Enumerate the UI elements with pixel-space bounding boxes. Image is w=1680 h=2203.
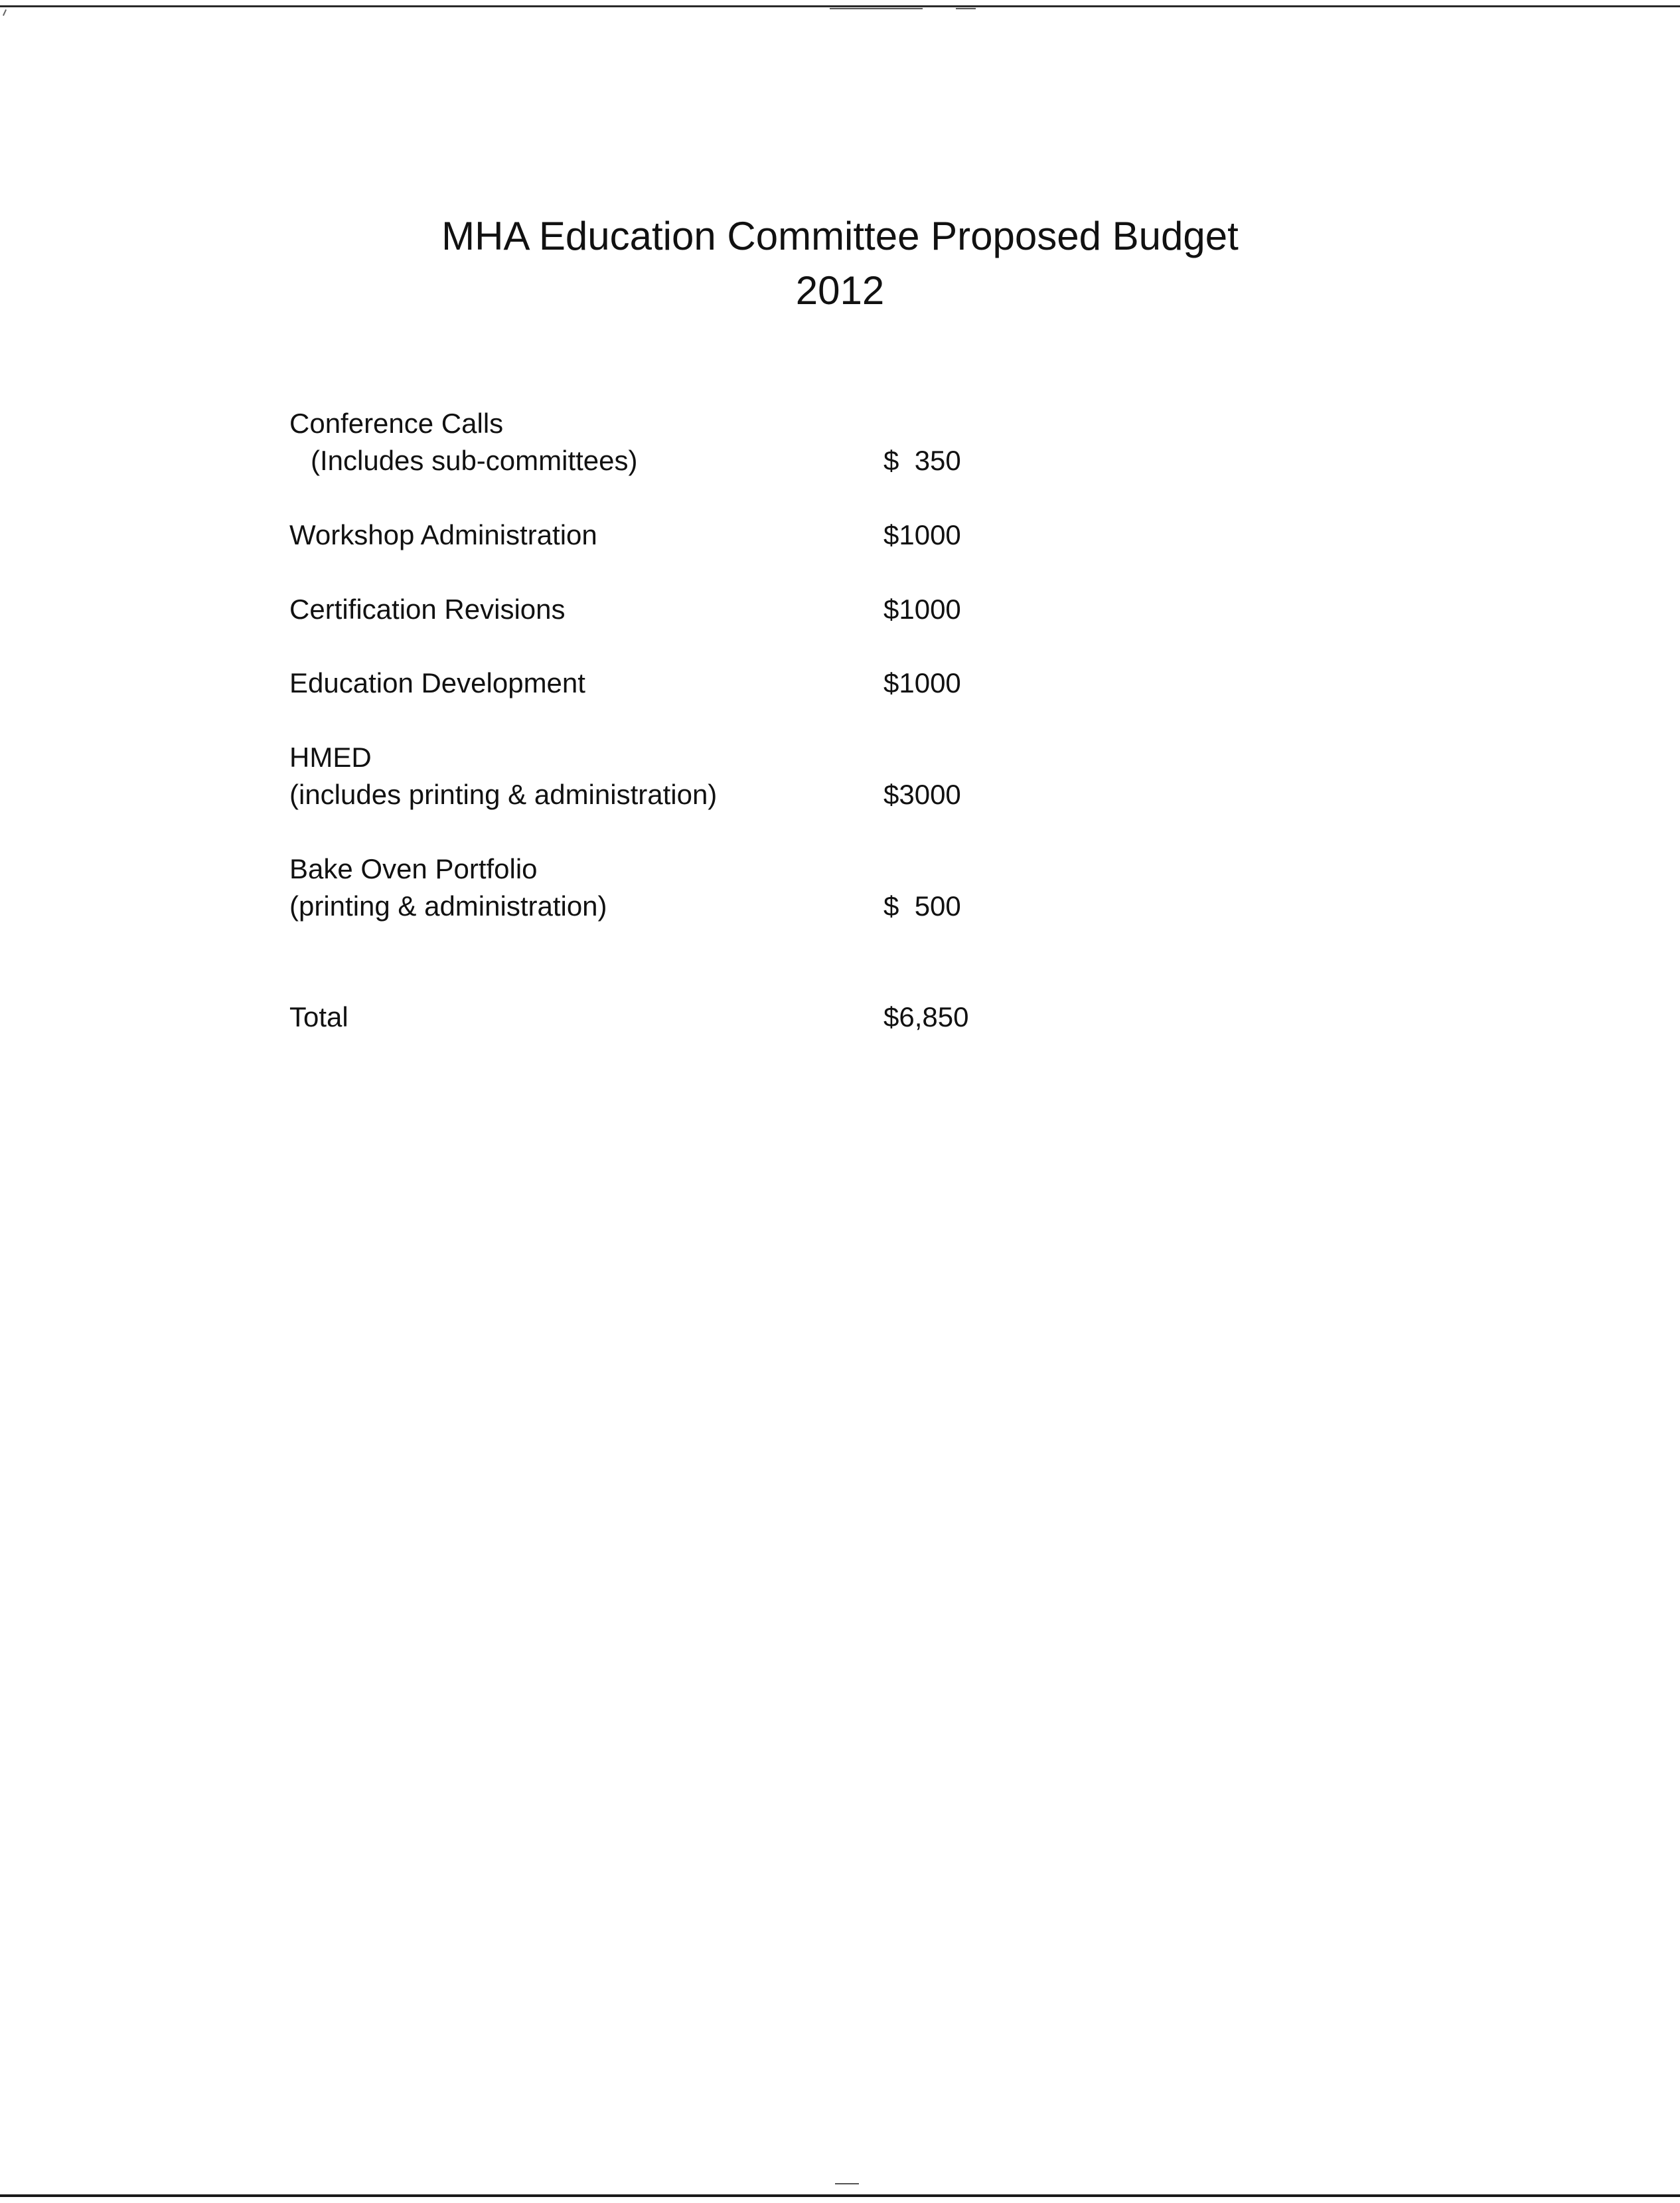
budget-item-workshop-administration [289,517,1086,554]
item-amount: $1000 [883,519,961,550]
title-line-1: MHA Education Committee Proposed Budget [441,214,1239,258]
budget-item-bake-oven-portfolio [289,851,1086,925]
title-line-2: 2012 [795,268,885,313]
item-label: Workshop Administration [289,519,597,550]
item-label: Bake Oven Portfolio [289,853,538,884]
scan-mark [956,8,976,9]
item-label: Certification Revisions [289,594,566,625]
item-amount: $3000 [883,779,961,810]
item-amount: $1000 [883,667,961,698]
total-label: Total [289,1001,348,1032]
budget-item-education-development [289,665,1086,702]
scan-mark [835,2183,859,2184]
budget-item-hmed [289,739,1086,813]
scan-edge-top [0,5,1680,7]
item-label: Education Development [289,667,585,698]
item-sublabel: (Includes sub-committees) [311,445,638,476]
item-label: HMED [289,742,372,773]
total-amount: $6,850 [883,1001,969,1032]
budget-total-row [289,999,1086,1036]
item-amount: $ 350 [883,445,961,476]
document-title [0,209,1680,318]
item-label: Conference Calls [289,408,504,439]
scan-mark [830,8,923,9]
scan-mark [3,9,7,16]
item-amount: $ 500 [883,890,961,922]
item-amount: $1000 [883,594,961,625]
budget-item-conference-calls [289,405,1086,479]
budget-item-certification-revisions [289,591,1086,628]
item-sublabel: (printing & administration) [289,890,607,922]
item-sublabel: (includes printing & administration) [289,779,718,810]
scan-edge-bottom [0,2194,1680,2197]
